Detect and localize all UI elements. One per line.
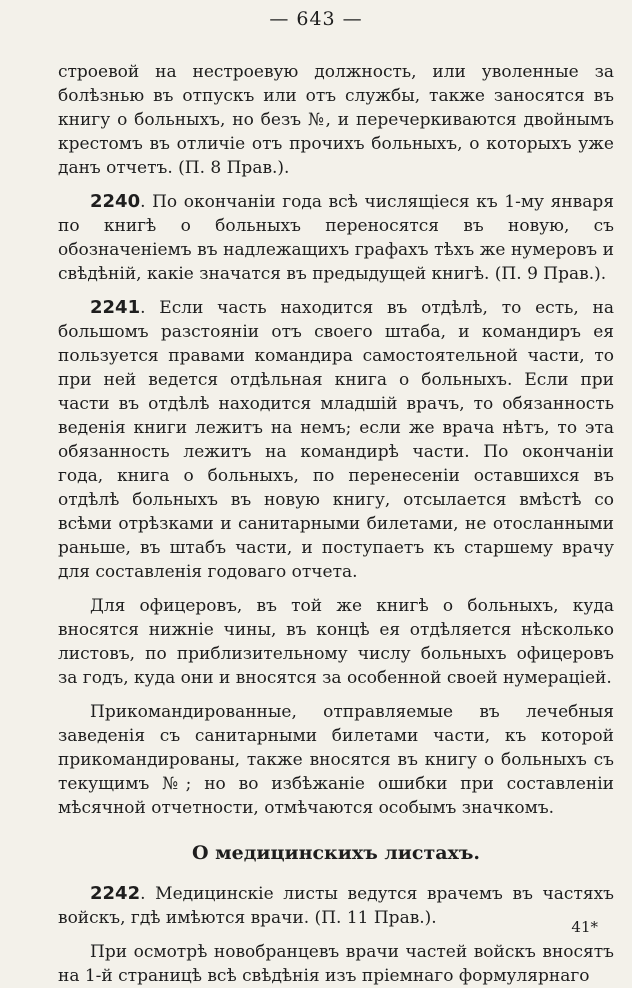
paragraph-text: Прикомандированные, отправляемые въ лечебныя заведенія съ санитарными билетами части, къ которой прикомандированы, также вносятся въ книгу о больныхъ съ текущимъ №; но во избѣжаніе ошибки при составленіи мѣсячной отчетности, отмѣчаются особымъ значкомъ. <box>58 702 614 818</box>
paragraph-text: . Если часть находится въ отдѣлѣ, то есть, на большомъ разстояніи отъ своего штаба, и командиръ ея пользуется правами командира самостоятельной части, то при ней ведется отдѣльная книга о больныхъ. Если при части въ отдѣлѣ находится младшій врачъ, то обязанность веденія книги лежитъ на немъ; если же врача нѣтъ, то эта обязанность лежитъ на командирѣ части. По окончаніи года, книга о больныхъ, по перенесеніи оставшихся въ отдѣлѣ больныхъ въ новую книгу, отсылается вмѣстѣ со всѣми отрѣзками и санитарными билетами, не отосланными раньше, въ штабъ части, и поступаетъ къ старшему врачу для составленія годоваго отчета. <box>58 298 614 582</box>
paragraph-recruits <box>58 940 614 988</box>
article-2241 <box>58 296 614 584</box>
article-2240 <box>58 190 614 286</box>
paragraph-text: При осмотрѣ новобранцевъ врачи частей войскъ вносятъ на 1-й страницѣ всѣ свѣдѣнія изъ пріемнаго формулярнаго <box>58 942 614 986</box>
paragraph-continuation <box>58 60 614 180</box>
article-number: 2241 <box>90 297 141 318</box>
article-number: 2242 <box>90 883 141 904</box>
paragraph-officers <box>58 594 614 690</box>
section-title: О медицинскихъ листахъ. <box>191 842 481 864</box>
paragraph-text: строевой на нестроевую должность, или уволенные за болѣзнью въ отпускъ или отъ службы, также заносятся въ книгу о больныхъ, но безъ №, и перечеркиваются двойнымъ крестомъ въ отличіе отъ прочихъ больныхъ, о которыхъ уже данъ отчетъ. (П. 8 Прав.). <box>58 62 614 178</box>
article-2242 <box>58 882 614 930</box>
page-body <box>58 60 614 988</box>
paragraph-text: . Медицинскіе листы ведутся врачемъ въ частяхъ войскъ, гдѣ имѣются врачи. (П. 11 Прав.). <box>58 884 614 928</box>
paragraph-attached <box>58 700 614 820</box>
paragraph-text: Для офицеровъ, въ той же книгѣ о больныхъ, куда вносятся нижніе чины, въ концѣ ея отдѣляется нѣсколько листовъ, по приблизительному числу больныхъ офицеровъ за годъ, куда они и вносятся за особенной своей нумераціей. <box>58 596 614 688</box>
article-number: 2240 <box>90 191 141 212</box>
signature-mark: 41* <box>571 918 598 936</box>
paragraph-text: . По окончаніи года всѣ числящіеся къ 1-му января по книгѣ о больныхъ переносятся въ новую, съ обозначеніемъ въ надлежащихъ графахъ тѣхъ же нумеровъ и свѣдѣній, какіе значатся въ предыдущей книгѣ. (П. 9 Прав.). <box>58 192 614 284</box>
page-number: — 643 — <box>269 8 363 30</box>
